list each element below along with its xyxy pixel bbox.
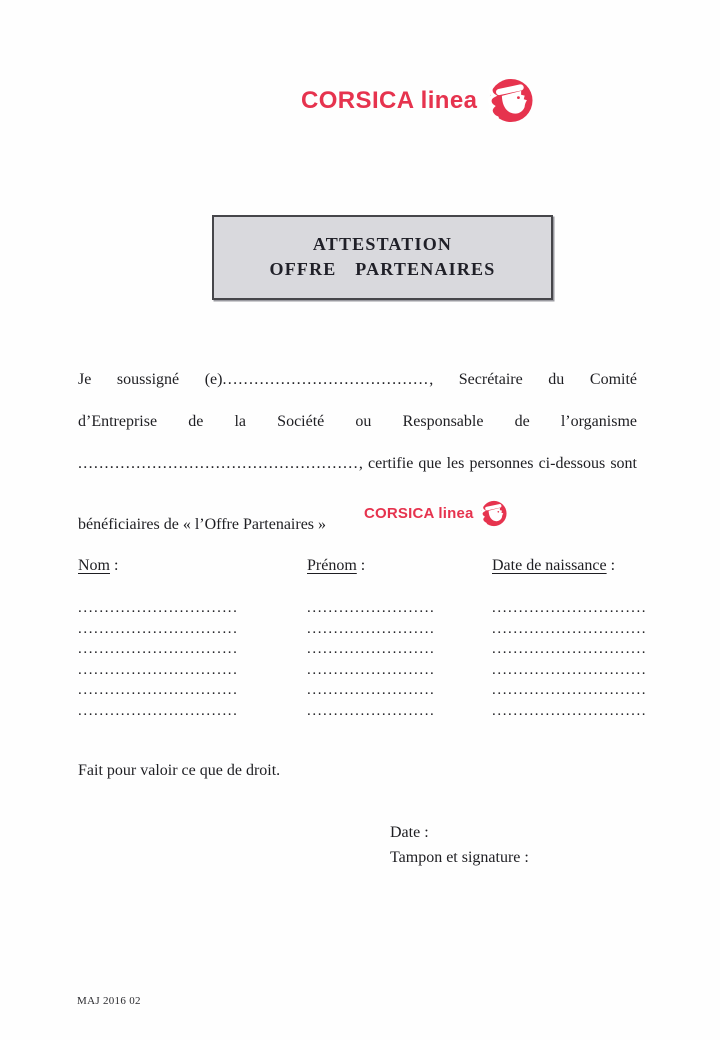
corsica-linea-logo — [301, 74, 535, 127]
dotted-cell-date-naissance: ............................. — [492, 702, 648, 719]
title-line-attestation: ATTESTATION — [312, 234, 453, 254]
dotted-cell-date-naissance: ............................. — [492, 682, 648, 699]
dotted-cell-prenom: ........................ — [307, 641, 436, 658]
stamp-signature-label: Tampon et signature : — [390, 849, 529, 866]
corsica-linea-wordmark: CORSICA linea — [301, 86, 478, 114]
dotted-cell-nom: .............................. — [78, 600, 239, 616]
column-header-nom: Nom : — [78, 557, 119, 574]
moor-head-icon — [477, 498, 508, 529]
corsica-linea-wordmark: CORSICA linea — [364, 505, 474, 522]
intro-line-3-end: , certifie que les personnes ci-dessous sont — [358, 455, 637, 472]
attestation-title-box — [212, 215, 553, 300]
dotted-cell-prenom: ........................ — [307, 600, 436, 616]
dotted-cell-date-naissance: ............................. — [492, 641, 648, 658]
dotted-fill: ..................................................... — [78, 455, 359, 472]
title-line-offre-partenaires: OFFRE PARTENAIRES — [269, 259, 496, 279]
intro-line-2: d’Entreprise de la Société ou Responsable de l’organisme — [78, 413, 637, 430]
column-header-date-naissance: Date de naissance : — [492, 557, 616, 574]
table-row — [78, 660, 648, 681]
table-row — [78, 701, 648, 722]
dotted-cell-date-naissance: ............................. — [492, 620, 648, 637]
dotted-cell-nom: .............................. — [78, 661, 239, 678]
dotted-fill: ....................................... — [222, 371, 430, 388]
table-row — [78, 598, 648, 619]
intro-line-1 — [78, 368, 637, 392]
table-row — [78, 680, 648, 701]
table-row — [78, 639, 648, 660]
intro-line-3 — [78, 452, 637, 476]
document-version-footer: MAJ 2016 02 — [77, 995, 141, 1007]
beneficiaries-table — [78, 598, 648, 722]
intro-line-1-text: Je soussigné (e) — [78, 371, 223, 388]
dotted-cell-nom: .............................. — [78, 620, 239, 637]
beneficiaries-line: bénéficiaires de « l’Offre Partenaires » — [78, 516, 327, 533]
closing-statement: Fait pour valoir ce que de droit. — [78, 762, 281, 779]
dotted-cell-prenom: ........................ — [307, 702, 436, 719]
dotted-cell-date-naissance: ............................. — [492, 661, 648, 678]
intro-line-1-end: , Secrétaire du Comité — [429, 371, 637, 388]
corsica-linea-logo-small — [364, 498, 508, 529]
dotted-cell-date-naissance: ............................. — [492, 600, 648, 616]
moor-head-icon — [482, 74, 535, 127]
dotted-cell-nom: .............................. — [78, 641, 239, 658]
dotted-cell-nom: .............................. — [78, 682, 239, 699]
date-label: Date : — [390, 824, 429, 841]
signature-block — [390, 820, 529, 870]
dotted-cell-prenom: ........................ — [307, 661, 436, 678]
dotted-cell-nom: .............................. — [78, 702, 239, 719]
table-row — [78, 619, 648, 640]
column-header-prenom: Prénom : — [307, 557, 366, 574]
dotted-cell-prenom: ........................ — [307, 620, 436, 637]
dotted-cell-prenom: ........................ — [307, 682, 436, 699]
